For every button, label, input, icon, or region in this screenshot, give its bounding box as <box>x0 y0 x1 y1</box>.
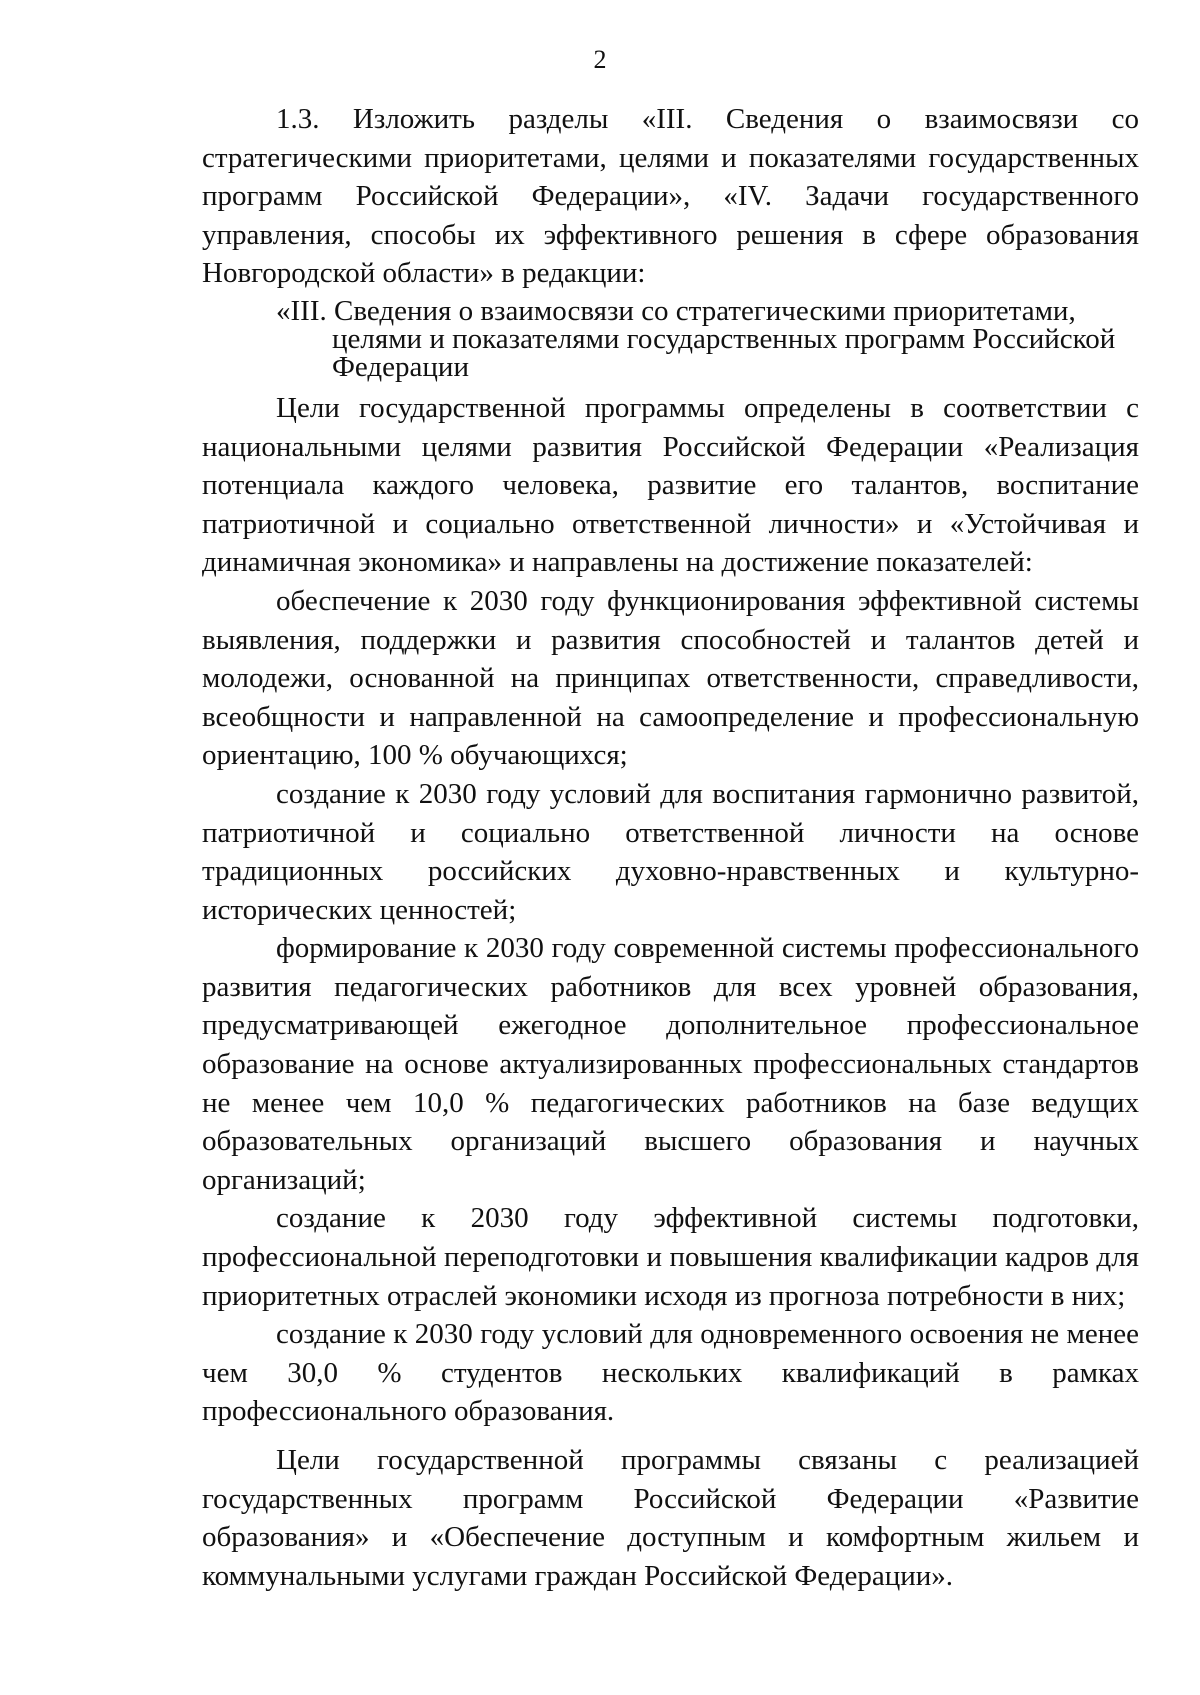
section-heading-line-3: Федерации <box>332 350 469 383</box>
section-heading-line-2: целями и показателями государственных программ Российской <box>332 322 1116 355</box>
section-heading <box>202 294 1139 383</box>
page-number: 2 <box>593 45 607 74</box>
closing-paragraph: Цели государственной программы связаны с реализацией государственных программ Российской Федерации «Развитие образования» и «Обеспечение доступным и комфортным жильем и коммунальными услугами граждан Российской Федерации». <box>202 1444 1139 1592</box>
intro-paragraph: 1.3. Изложить разделы «III. Сведения о взаимосвязи со стратегическими приоритетами, целями и показателями государственных программ Российской Федерации», «IV. Задачи государственного управления, способы их эффективного решения в сфере образования Новгородской области» в редакции: <box>202 103 1139 290</box>
body-paragraph-talents: обеспечение к 2030 году функционирования эффективной системы выявления, поддержки и развития способностей и талантов детей и молодежи, основанной на принципах ответственности, справедливости, всеобщности и направленной на самоопределение и профессиональную ориентацию, 100 % обучающихся; <box>202 584 1139 772</box>
body-paragraph-students: создание к 2030 году условий для одновременного освоения не менее чем 30,0 % студентов нескольких квалификаций в рамках профессионального образования. <box>202 1318 1139 1428</box>
body-paragraph-goals: Цели государственной программы определены в соответствии с национальными целями развития Российской Федерации «Реализация потенциала каждого человека, развитие его талантов, воспитание патриотичной и социально ответственной личности» и «Устойчивая и динамичная экономика» и направлены на достижение показателей: <box>202 391 1139 579</box>
section-heading-line-1: «III. Сведения о взаимосвязи со стратегическими приоритетами, <box>276 294 1076 327</box>
body-paragraph-teachers: формирование к 2030 году современной системы профессионального развития педагогических работников для всех уровней образования, предусматривающей ежегодное дополнительное профессиональное образование на основе актуализированных профессиональных стандартов не менее чем 10,0 % педагогических работников на базе ведущих образовательных организаций высшего образования и научных организаций; <box>202 932 1139 1196</box>
body-paragraph-training: создание к 2030 году эффективной системы подготовки, профессиональной переподготовки и повышения квалификации кадров для приоритетных отраслей экономики исходя из прогноза потребности в них; <box>202 1202 1139 1312</box>
document-body <box>202 100 1139 1595</box>
body-paragraph-upbringing: создание к 2030 году условий для воспитания гармонично развитой, патриотичной и социально ответственной личности на основе традиционных российских духовно-нравственных и культурно-исторических ценностей; <box>202 777 1139 926</box>
